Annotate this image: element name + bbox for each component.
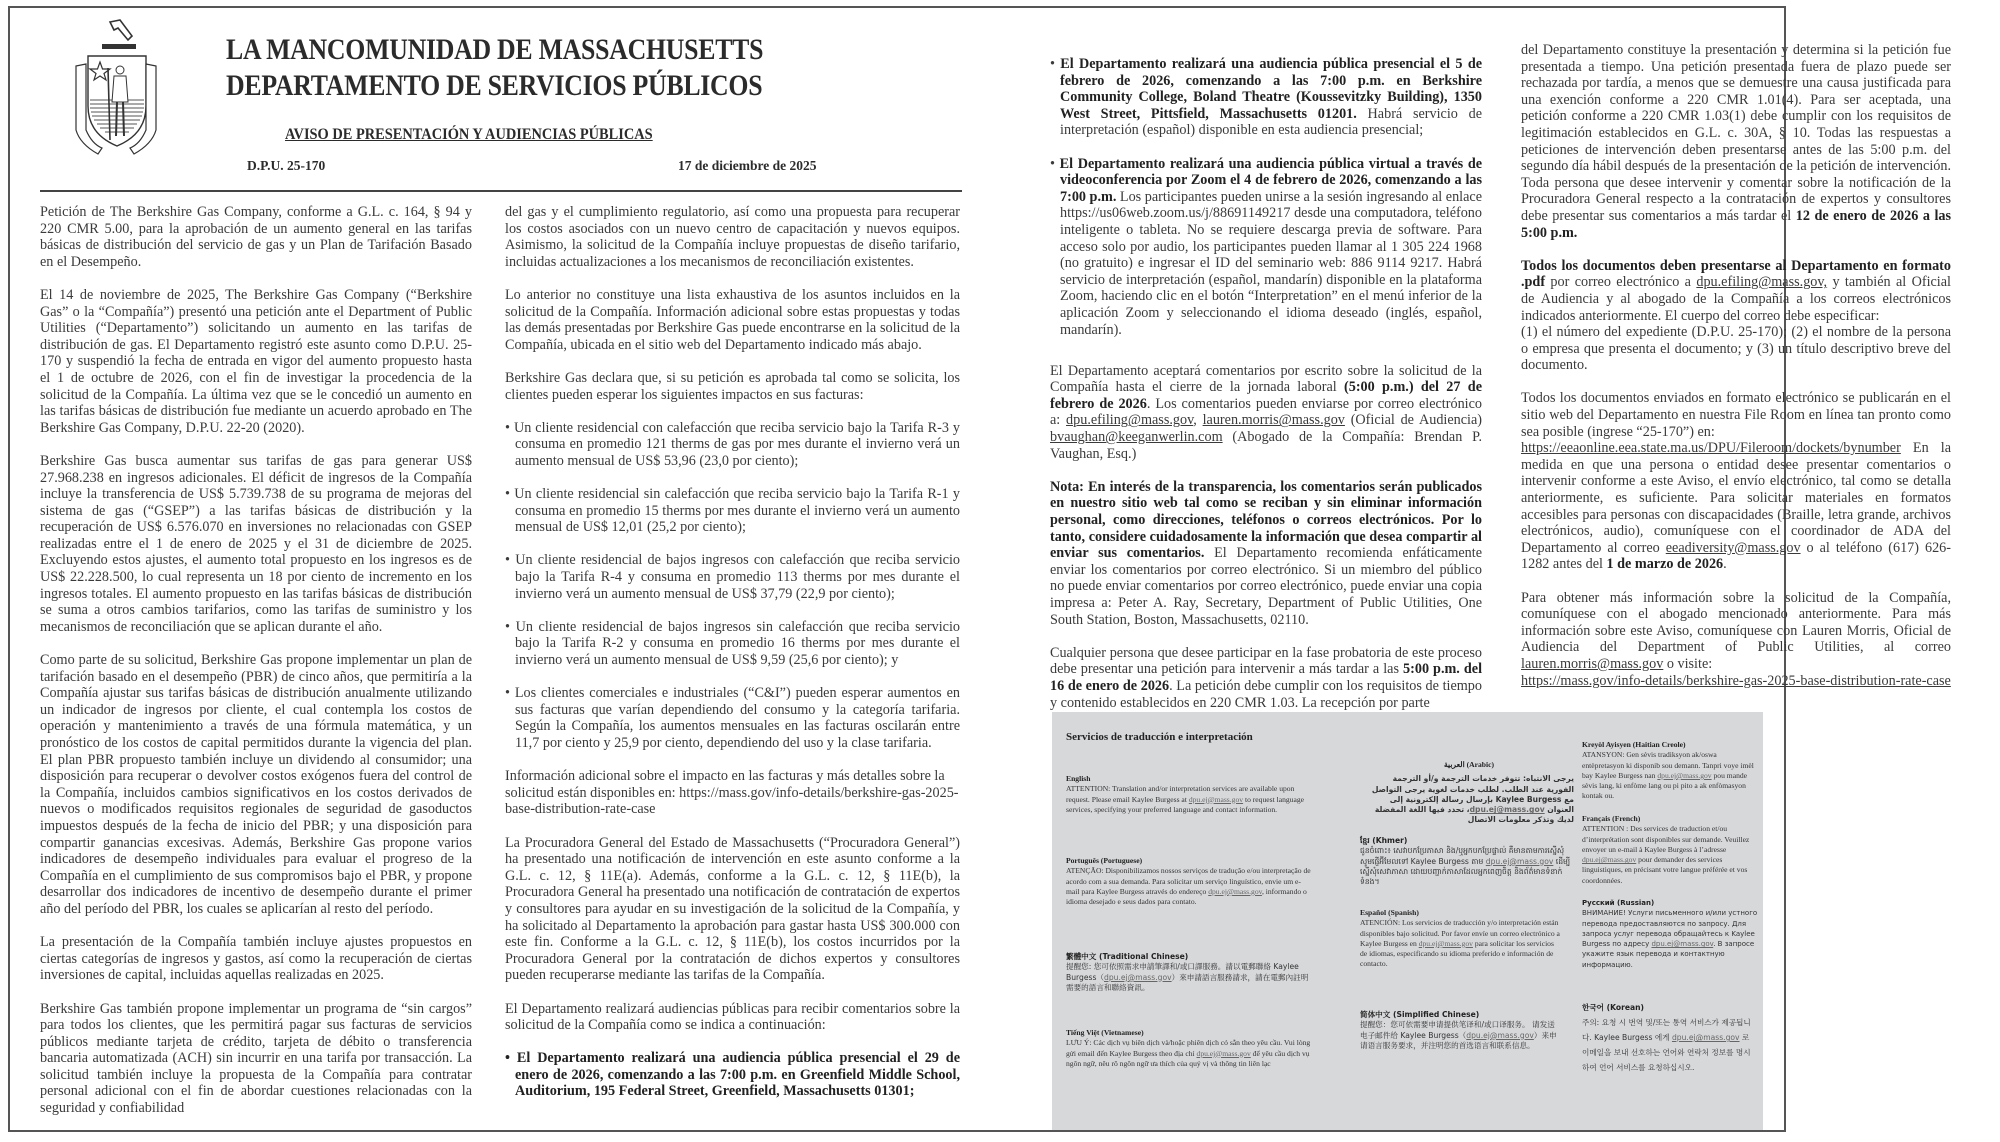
lang-heading: 简体中文 (Simplified Chinese)	[1360, 1010, 1480, 1019]
efiling-email-link[interactable]: dpu.efiling@mass.gov,	[1696, 274, 1828, 291]
bill-impacts-intro: Berkshire Gas declara que, si su petición es aprobada tal como se solicita, los clientes pueden esperar los siguientes impactos en sus facturas:	[505, 369, 960, 403]
lang-vietnamese	[1066, 1028, 1311, 1069]
column-3	[1050, 56, 1482, 711]
lang-text: . В запросе укажите язык перевода и контактную информацию.	[1582, 940, 1755, 969]
lang-heading: Русский (Russian)	[1582, 899, 1655, 907]
no-fee-paragraph: Berkshire Gas también propone implementar un programa de “sin cargos” para todos los clientes, que les permitirá pagar sus facturas de servicios públicos mediante tarjeta de crédito, tarjeta de débito o transferencia bancaria automatizada (ACH) sin incurrir en una tarifa por transacción. La solicitud también incluye la propuesta de la Compañía para contratar personal adicional con el fin de abordar cuestiones relacionadas con la seguridad y confiabilidad	[40, 1000, 472, 1117]
translation-services-box	[1052, 712, 1763, 1130]
dpu-ej-email-link[interactable]: dpu.ej@mass.gov	[1651, 940, 1714, 949]
bill-impact-item: • Un cliente residencial de bajos ingresos sin calefacción que reciba servicio bajo la Tarifa R-2 y consuma en promedio 16 therms por mes durante el invierno verá un aumento mensual de US$ 9,59 (25,6 por ciento); y	[505, 619, 960, 669]
hearing-pittsfield-note: Habrá servicio de interpretación (español) disponible en esta audiencia presencial;	[1060, 105, 1482, 139]
email-requirements: (1) el número del expediente (D.P.U. 25-170); (2) el nombre de la persona o empresa que presenta el documento; y (3) un título descriptivo breve del documento.	[1521, 324, 1951, 374]
bill-impact-item: • Un cliente residencial sin calefacción que reciba servicio bajo la Tarifa R-1 y consuma en promedio 15 therms por mes durante el invierno verá un aumento mensual de US$ 12,01 (25,2 por ciento);	[505, 486, 960, 536]
hearings-intro: El Departamento realizará audiencias públicas para recibir comentarios sobre la solicitud de la Compañía como se indica a continuación:	[505, 1000, 960, 1034]
intervention-continued	[1521, 42, 1951, 241]
lang-heading: Français (French)	[1582, 814, 1641, 823]
lang-heading: 한국어 (Korean)	[1582, 1003, 1644, 1012]
lang-haitian-creole	[1582, 740, 1760, 802]
lang-text: ）來申請語言服務請求，請在電郵內註明需要的語言和聯絡資訊。	[1066, 972, 1309, 992]
intervention-deadline: 5:00 p.m. del 16 de enero de 2026	[1050, 661, 1483, 694]
lang-portuguese	[1066, 856, 1311, 907]
non-exhaustive-paragraph: Lo anterior no constituye una lista exhaustiva de los asuntos incluidos en la solicitud de la Compañía. Información adicional sobre estas propuestas y todas las demás presentadas por Berkshire Gas puede encontrarse en la solicitud de la Compañía, ubicada en el sitio web del Departamento indicado más abajo.	[505, 286, 960, 353]
title-line-2: DEPARTAMENTO DE SERVICIOS PÚBLICOS	[226, 69, 763, 102]
contact-text: Para obtener más información sobre la solicitud de la Compañía, comuníquese con el abogado mencionado anteriormente. Para más información sobre este Aviso, comuníquese con Lauren Morris, Oficial de Audiencia del Department of Public Utilities, al correo	[1521, 589, 1951, 656]
filing-text: por correo electrónico a	[1545, 274, 1697, 291]
lang-khmer	[1360, 836, 1575, 887]
lang-heading: Kreyòl Ayisyen (Haitian Creole)	[1582, 740, 1686, 749]
lang-heading: 繁體中文 (Traditional Chinese)	[1066, 952, 1189, 961]
ada-phone-text: o al teléfono (617) 626-1282 antes del	[1521, 539, 1951, 573]
header-divider	[40, 190, 962, 192]
notice-subtitle: AVISO DE PRESENTACIÓN Y AUDIENCIAS PÚBLICAS	[285, 126, 653, 143]
dpu-ej-email-link[interactable]: dpu.ej@mass.gov	[1466, 1030, 1534, 1040]
efiling-email-link[interactable]: dpu.efiling@mass.gov	[1066, 412, 1194, 429]
intervention-text: . La petición debe cumplir con los requisitos de tiempo y contenido establecidos en 220 CMR 1.03. La recepción por parte	[1050, 677, 1482, 711]
title-line-1: LA MANCOMUNIDAD DE MASSACHUSETTS	[226, 33, 764, 66]
lang-text: ATTENTION: Translation and/or interpretation services are available upon request. Please email Kaylee Burgess at	[1066, 784, 1295, 804]
dpu-ej-email-link[interactable]: dpu.ej@mass.gov	[1485, 856, 1554, 866]
dpu-ej-email-link[interactable]: dpu.ej@mass.gov	[1582, 855, 1637, 865]
lang-spanish	[1360, 908, 1560, 970]
lang-heading: ខ្មែរ (Khmer)	[1360, 836, 1408, 845]
attorney-general-paragraph: La Procuradora General del Estado de Massachusetts (“Procuradora General”) ha presentado una notificación de intervención en este asunto conforme a la G.L. c. 12, § 11E(a). Además, conforme a la G.L. c. 12, § 11E(b), la Procuradora General ha presentado una notificación de contratación de expertos y consultores para ayudar en su investigación de la solicitud de la Compañía, y ha solicitado al Departamento la aprobación para gastar hasta US$ 300.000 con este fin. Conforme a la G.L. c. 12, § 11E(b), los costos incurridos por la Procuradora General por la contratación de dichos expertos y consultores pueden recuperarse mediante las tarifas de la Compañía.	[505, 834, 960, 984]
mailing-address-text: El Departamento recomienda enfáticamente enviar los comentarios por correo electrónico. Si un miembro del público no puede enviar comentarios por correo electrónico, puede enviar una copia impresa a: Peter A. Ray, Secretary, Department of Public Utilities, One South Station, Boston, Massachusetts, 02110.	[1050, 545, 1482, 628]
file-room-text: Todos los documentos enviados en formato electrónico se publicarán en el sitio web del Departamento en nuestra File Room en línea tan pronto como sea posible (ingrese “25-170”) en:	[1521, 390, 1951, 440]
hearing-officer-email-link[interactable]: lauren.morris@mass.gov	[1521, 655, 1664, 672]
dpu-ej-email-link[interactable]: dpu.ej@mass.gov	[1657, 770, 1712, 780]
notice-date: 17 de diciembre de 2025	[678, 158, 817, 173]
lang-simplified-chinese	[1360, 1010, 1560, 1051]
pdf-requirement: Todos los documentos deben presentarse al Departamento en formato .pdf	[1521, 257, 1951, 291]
intervention-paragraph	[1050, 645, 1482, 711]
contact-paragraph	[1521, 590, 1951, 690]
lang-french	[1582, 814, 1760, 886]
dpu-ej-email-link[interactable]: dpu.ej@mass.gov	[1208, 886, 1262, 896]
comments-text: El Departamento aceptará comentarios por escrito sobre la solicitud de la Compañía hasta el cierre de la jornada laboral	[1050, 362, 1482, 396]
page-title	[226, 32, 763, 104]
lang-russian	[1582, 898, 1760, 970]
massachusetts-seal-icon	[62, 18, 170, 158]
column-1	[40, 204, 472, 1117]
lang-text: يرجى الانتباه: تتوفر خدمات الترجمة و/أو الترجمة الفورية عند الطلب. لطلب خدمات لغوية يرجى التواصل مع Kaylee Burgess بإرسال رسالة إلكترونية إلى العنوان	[1371, 774, 1574, 815]
hearing-officer-email-link[interactable]: lauren.morris@mass.gov	[1202, 412, 1345, 429]
adjustments-paragraph: La presentación de la Compañía también incluye ajustes propuestos en ciertas categorías de ingresos y gastos, así como la recuperación de ciertas inversiones de capital, incluidas aquellas realizadas en 2025.	[40, 934, 472, 984]
dpu-ej-email-link[interactable]: dpu.ej@mass.gov	[1196, 1048, 1251, 1058]
translation-box-title: Servicios de traducción e interpretación	[1066, 731, 1253, 743]
lang-text: ATENCIÓN: Los servicios de traducción y/o interpretación están disponibles bajo solicitud. Por favor envíe un correo electrónico a Kaylee Burgess en	[1360, 918, 1560, 948]
hearing-pittsfield-details: El Departamento realizará una audiencia pública presencial el 5 de febrero de 2026, comenzando a las 7:00 p.m. en Berkshire Community College, Boland Theatre (Koussevitzky Building), 1350 West Street, Pittsfield, Massachusetts 01201.	[1060, 56, 1483, 122]
hearing-zoom-instructions: Los participantes pueden unirse a la sesión ingresando al enlace https://us06web.zoom.us/j/88691149217 desde una computadora, teléfono inteligente o tableta. No se requiere descarga previa de software. Para acceso solo por audio, los participantes pueden llamar al 1 305 224 1968 (no gratuito) e ingresar el ID del seminario web: 886 9114 9217. Habrá servicio de interpretación (español, mandarín) disponible en la plataforma Zoom, haciendo clic en el botón “Interpretation” en el menú inferior de la aplicación Zoom y seleccionando el idioma deseado (inglés, español, mandarín).	[1060, 188, 1483, 338]
written-comments-paragraph: El Departamento aceptará comentarios por escrito sobre la solicitud de la Compañía hasta el cierre de la jornada laboral (5:00 p.m.) del 27 de febrero de 2026. Los comentarios pueden enviarse por correo electrónico a: dpu.efiling@mass.gov, lauren.morris@mass.gov (Oficial de Audiencia) bvaughan@keeganwerlin.com (Abogado de la Compañía: Brendan P. Vaughan, Esq.)	[1050, 362, 1483, 462]
hearing-zoom	[1050, 156, 1482, 339]
filing-paragraph: El 14 de noviembre de 2025, The Berkshire Gas Company (“Berkshire Gas” o la “Compañía”) presentó una petición ante el Department of Public Utilities (“Departamento”) solicitando un aumento en las tarifas de distribución de gas. El Departamento registró este asunto como D.P.U. 25-170 y suspendió la fecha de entrada en vigor del aumento propuesto hasta el 1 de octubre de 2026, con el fin de investigar la procedencia de la solicitud de la Compañía. La última vez que se le concedió un aumento en las tarifas básicas de distribución fue mediante un acuerdo aprobado en The Berkshire Gas Company, D.P.U. 22-20 (2020).	[40, 286, 472, 436]
comments-text: . Los comentarios pueden enviarse por correo electrónico a:	[1050, 395, 1482, 429]
lang-text: pour demander des services linguistiques, en précisant votre langue préférée et vos coordonnées.	[1582, 855, 1748, 885]
transparency-note-bold: Nota: En interés de la transparencia, los comentarios serán publicados en nuestro sitio web tal como se reciban y sin eliminar información personal, como direcciones, teléfonos o correos electrónicos. Por lo tanto, considere cuidadosamente la información que desea compartir al enviar sus comentarios.	[1050, 478, 1482, 562]
transparency-note	[1050, 479, 1482, 628]
lang-text: 로 이메일을 보내 선호하는 언어와 연락처 정보를 명시하여 언어 서비스를 요청하십시오.	[1582, 1033, 1751, 1072]
lang-english	[1066, 774, 1306, 815]
lang-text: to request language services, specifying your preferred language and contact information.	[1066, 794, 1305, 814]
lang-text: ដើម្បីស្នើសុំសេវាភាសា ដោយបញ្ជាក់ភាសាដែលអ្នកពេញចិត្ត និងព័ត៌មានទំនាក់ទំនង។	[1360, 856, 1571, 887]
accessibility-text: En la medida en que una persona o entidad desee presentar comentarios o intervenir conforme a este Aviso, el envío electrónico, tal como se detalla anteriormente, es suficiente. Para solicitar materiales en formatos accesibles para personas con discapacidades (Braille, letra grande, archivos electrónicos, audio), comuníquese con el coordinador de ADA del Departamento al correo	[1521, 440, 1951, 556]
pdf-filing-paragraph	[1521, 258, 1951, 324]
punctuation: .	[1723, 556, 1727, 573]
docket-number: D.P.U. 25-170	[247, 158, 326, 173]
ada-email-link[interactable]: eeadiversity@mass.gov	[1665, 539, 1801, 556]
intervention-rules-text: del Departamento constituye la presentación y determina si la petición fue presentada a tiempo. Una petición presentada fuera de plazo puede ser rechazada por tardía, a menos que se demuestre una causa justificada para una exención conforme a 220 CMR 1.01(4). Para ser aceptada, una petición conforme a 220 CMR 1.03(1) debe cumplir con los requisitos de legitimación establecidos en G.L. c. 30A, § 10. Todas las respuestas a peticiones de intervención deben presentarse antes de las 5:00 p.m. del segundo día hábil después de la presentación de la petición de intervención. Toda persona que desee intervenir y comentar sobre la notificación de la Procuradora General respecto a la contratación de expertos y consultores debe presentar sus comentarios a más tardar el	[1521, 42, 1951, 224]
dpu-ej-email-link[interactable]: dpu.ej@mass.gov	[1671, 1033, 1740, 1042]
attorney-email-link[interactable]: bvaughan@keeganwerlin.com	[1050, 429, 1223, 446]
lang-text: ）来申请语言服务要求，并注明您的首选语言和联系信息。	[1360, 1030, 1557, 1050]
lang-heading: Português (Portuguese)	[1066, 856, 1143, 865]
lang-text: 提醒您：您可依需要申请提供笔译和/或口译服务。 请发送电子邮件给 Kaylee Burgess（	[1360, 1020, 1555, 1040]
lang-text: pou mande sèvis lang, ki enfòme lang ou pi pito a ak enfòmasyon kontak ou.	[1582, 770, 1748, 801]
dpu-ej-email-link[interactable]: dpu.ej@mass.gov	[1188, 794, 1244, 804]
filing-text: y también al Oficial de Audiencia y al abogado de la Compañía a los correos electrónicos indicados anteriormente. El cuerpo del correo debe especificar:	[1521, 274, 1951, 324]
lang-heading: English	[1066, 774, 1091, 783]
dpu-ej-email-link[interactable]: dpu.ej@mass.gov	[1418, 938, 1473, 948]
hearing-pittsfield	[1050, 56, 1482, 139]
ada-deadline: 1 de marzo de 2026	[1606, 556, 1724, 573]
lang-korean	[1582, 1000, 1752, 1075]
lang-text: LƯU Ý: Các dịch vụ biên dịch và/hoặc phiên dịch có sẵn theo yêu cầu. Vui lòng gửi email đến Kaylee Burgess theo địa chỉ	[1066, 1038, 1311, 1058]
column-2	[505, 204, 960, 1100]
bill-impact-item: • Los clientes comerciales e industriales (“C&I”) pueden esperar aumentos en sus facturas que varían dependiendo del consumo y la categoría tarifaria. Según la Compañía, los aumentos mensuales en las facturas oscilarán entre 11,7 por ciento y 25,9 por ciento, dependiendo del uso y la clase tarifaria.	[505, 685, 960, 751]
more-info-paragraph: Información adicional sobre el impacto en las facturas y más detalles sobre la solicitud están disponibles en: https://mass.gov/info-details/berkshire-gas-2025-base-distribution-rate-case	[505, 768, 959, 818]
continued-paragraph: del gas y el cumplimiento regulatorio, así como una propuesta para recuperar los costos asociados con un nuevo centro de capacitación y nuevos equipos. Asimismo, la solicitud de la Compañía incluye propuestas de diseño tarifario, incluidas actualizaciones a los mecanismos de reconciliación existentes.	[505, 204, 960, 270]
lang-text: 提醒您: 您可依照需求申請筆譯和/或口譯服務。請以電郵聯絡 Kaylee Burgess（	[1066, 962, 1299, 982]
lang-heading: Español (Spanish)	[1360, 908, 1419, 917]
hearing-zoom-details: El Departamento realizará una audiencia pública virtual a través de videoconferencia por Zoom el 4 de febrero de 2026, comenzando a las 7:00 p.m.	[1059, 155, 1483, 205]
lang-text: ជូនចំពោះ៖ សេវាបកប្រែភាសា និង/ឬអ្នកបកប្រែផ្ទាល់ គឺមានតាមការស្នើសុំ សូមផ្ញើអ៊ីមែលទៅ Kaylee Burgess តាម	[1360, 846, 1565, 866]
ag-comment-deadline: 12 de enero de 2026 a las 5:00 p.m.	[1521, 207, 1951, 241]
lang-text: ATTENTION : Des services de traduction et/ou d’interprétation sont disponibles sur demande. Veuillez envoyer un e-mail à Kaylee Burgess à l’adresse	[1582, 824, 1750, 854]
lang-text: para solicitar los servicios de idiomas, especificando su idioma preferido e información de contacto.	[1360, 938, 1554, 969]
column-4	[1521, 42, 1951, 689]
contact-text: o visite:	[1663, 655, 1713, 672]
lang-text: ВНИМАНИЕ! Услуги письменного и/или устного перевода предоставляются по запросу. Для запроса услуг перевода обращайтесь к Kaylee Burgess по адресу	[1582, 909, 1758, 949]
lang-text: ATENÇÃO: Disponibilizamos nossos serviços de tradução e/ou interpretação de acordo com a sua demanda. Para solicitar um serviço linguístico, envie um e-mail para Kaylee Burgess através do endereço	[1066, 866, 1311, 896]
pbr-paragraph: Como parte de su solicitud, Berkshire Gas propone implementar un plan de tarifación basado en el desempeño (PBR) de cinco años, que permitiría a la Compañía ajustar sus tarifas básicas de distribución anualmente utilizando un indicador de ingresos por cliente, el cual contempla los costos de operación y mantenimiento a través de una fórmula matemática, y un pronóstico de los costos de capital permitidos durante la vigencia del plan. El plan PBR propuesto también incluye un dividendo al consumidor; una disposición para recuperar o devolver costos exógenos fuera del control de la Compañía, incluidos cambios significativos en los costos derivados de nuevos o modificados requisitos regionales de seguridad de gasoductos impuestos después de la fecha de inicio del PBR; y una disposición para compartir ganancias excesivas. Además, Berkshire Gas propone varios indicadores de desempeño individuales para evaluar el progreso de la Compañía en el cumplimiento de sus compromisos bajo el PBR, y propone desarrollar dos indicadores de incentivo de desempeño durante el primer año del período del PBR, los cuales se aplicarían al resto del período.	[40, 652, 472, 917]
file-room-paragraph	[1521, 390, 1951, 573]
file-room-link[interactable]: https://eeaonline.eea.state.ma.us/DPU/Fileroom/dockets/bynumber	[1521, 440, 1901, 457]
hearing-officer-label: (Oficial de Audiencia)	[1344, 412, 1483, 429]
bill-impact-item: • Un cliente residencial con calefacción que reciba servicio bajo la Tarifa R-3 y consuma en promedio 121 therms de gas por mes durante el invierno verá un aumento mensual de US$ 53,96 (23,0 por ciento);	[505, 420, 960, 470]
lang-text: ATANSYON: Gen sèvis tradiksyon ak/oswa entèpretasyon ki disponib sou demann. Tanpri voye imèl bay Kaylee Burgess nan	[1582, 750, 1754, 780]
case-info-link[interactable]: https://mass.gov/info-details/berkshire-gas-2025-base-distribution-rate-case	[1521, 672, 1951, 689]
hearing-greenfield: • El Departamento realizará una audiencia pública presencial el 29 de enero de 2026, comenzando a las 7:00 p.m. en Greenfield Middle School, Auditorium, 195 Federal Street, Greenfield, Massachusetts 01301;	[505, 1050, 960, 1100]
comments-deadline: (5:00 p.m.) del 27 de febrero de 2026	[1050, 379, 1482, 412]
lang-text: ، تحدد فيها اللغة المفضلة لديك وتذكر معلومات الاتصال	[1374, 805, 1574, 825]
lang-text: để yêu cầu dịch vụ ngôn ngữ, nêu rõ ngôn ngữ ưa thích của quý vị và thông tin liên lạc	[1066, 1048, 1310, 1068]
lang-text: , informando o idioma desejado e seus dados para contato.	[1066, 886, 1307, 907]
dpu-ej-email-link[interactable]: dpu.ej@mass.gov	[1104, 972, 1172, 982]
lang-traditional-chinese	[1066, 952, 1311, 993]
intervention-text: Cualquier persona que desee participar en la fase probatoria de este proceso debe presentar una petición para intervenir a más tardar a las	[1050, 644, 1482, 678]
dpu-ej-email-link[interactable]: dpu.ej@mass.gov	[1469, 805, 1545, 815]
lang-heading: Tiếng Việt (Vietnamese)	[1066, 1028, 1144, 1037]
bill-impact-item: • Un cliente residencial de bajos ingresos con calefacción que reciba servicio bajo la Tarifa R-4 y consuma en promedio 113 therms por mes durante el invierno verá un aumento mensual de US$ 37,79 (22,9 por ciento);	[505, 552, 960, 602]
revenue-paragraph: Berkshire Gas busca aumentar sus tarifas de gas para generar US$ 27.968.238 en ingresos adicionales. El déficit de ingresos de la Compañía incluye la transferencia de US$ 5.739.738 de su programa de mejoras del sistema de gas (“GSEP”) a las tarifas básicas de distribución y la recuperación de US$ 6.576.070 en inversiones no relacionadas con GSEP realizadas entre el 1 de enero de 2025 y el 31 de diciembre de 2025. Excluyendo estos ajustes, el aumento total propuesto en los ingresos es de US$ 22.228.500, lo cual representa un 18 por ciento de incremento en los ingresos totales. El aumento propuesto en las tarifas básicas de distribución se suma a otros cambios tarifarios, como las tarifas de suministro y los mecanismos de reconciliación que se aplican durante el año.	[40, 452, 472, 635]
petition-summary: Petición de The Berkshire Gas Company, conforme a G.L. c. 164, § 94 y 220 CMR 5.00, para la aprobación de un aumento general en las tarifas básicas de distribución del servicio de gas y un Plan de Tarifación Basado en el Desempeño.	[40, 204, 472, 270]
lang-arabic	[1364, 760, 1574, 826]
attorney-label: (Abogado de la Compañía: Brendan P. Vaughan, Esq.)	[1050, 429, 1482, 462]
lang-text: 주의: 요청 시 번역 및/또는 통역 서비스가 제공됩니다. Kaylee Burgess 에게	[1582, 1018, 1751, 1042]
lang-heading: العربية (Arabic)	[1443, 760, 1495, 769]
